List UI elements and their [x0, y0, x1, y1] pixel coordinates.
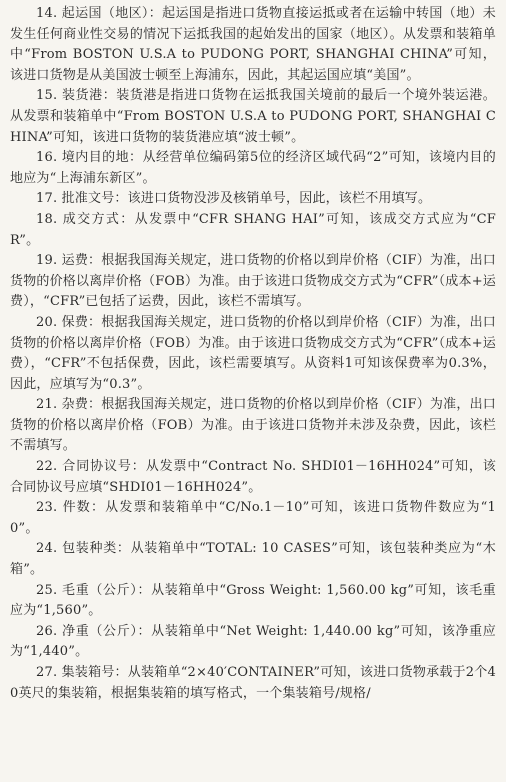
- paragraph-misc-fees: 21. 杂费：根据我国海关规定，进口货物的价格以到岸价格（CIF）为准，出口货物的价格以离岸价格（FOB）为准。由于该进口货物并未涉及杂费，因此，该栏不需填写。: [10, 397, 496, 454]
- paragraph-domestic-destination: 16. 境内目的地：从经营单位编码第5位的经济区域代码“2”可知，该境内目的地应为“上海浦东新区”。: [10, 150, 496, 186]
- paragraph-gross-weight: 25. 毛重（公斤）：从装箱单中“Gross Weight: 1,560.00 kg”可知，该毛重应为“1,560”。: [10, 582, 496, 619]
- paragraph-container-number: 27. 集装箱号：从装箱单“2×40′CONTAINER”可知，该进口货物承载于2个40英尺的集装箱，根据集装箱的填写格式，一个集装箱号/规格/: [10, 665, 496, 701]
- paragraph-loading-port: 15. 装货港：装货港是指进口货物在运抵我国关境前的最后一个境外装运港。从发票和装箱单中“From BOSTON U.S.A to PUDONG PORT, SHANGHAI CHINA”可知，该进口货物的装货港应填“波士顿”。: [10, 88, 496, 145]
- paragraph-approval-number: 17. 批准文号：该进口货物没涉及核销单号，因此，该栏不用填写。: [36, 191, 432, 207]
- paragraph-contract-number: 22. 合同协议号：从发票中“Contract No. SHDI01－16HH024”可知，该合同协议号应填“SHDI01－16HH024”。: [10, 459, 496, 495]
- paragraph-origin-country: 14. 起运国（地区）：起运国是指进口货物直接运抵或者在运输中转国（地）未发生任何商业性交易的情况下运抵我国的起始发出的国家（地区）。从发票和装箱单中“From BOSTON U.S.A to PUDONG PORT, SHANGHAI CHINA”可知，该进口货物是从美国波士顿至上海浦东，因此，其起运国应填“美国”。: [10, 6, 496, 83]
- paragraph-freight: 19. 运费：根据我国海关规定，进口货物的价格以到岸价格（CIF）为准，出口货物的价格以离岸价格（FOB）为准。由于该进口货物成交方式为“CFR”（成本+运费），“CFR”已包括了运费，因此，该栏不需填写。: [10, 253, 496, 310]
- paragraph-transaction-mode: 18. 成交方式：从发票中“CFR SHANG HAI”可知，该成交方式应为“CFR”。: [10, 211, 496, 248]
- paragraph-package-type: 24. 包装种类：从装箱单中“TOTAL: 10 CASES”可知，该包装种类应为“木箱”。: [10, 541, 496, 578]
- paragraph-net-weight: 26. 净重（公斤）：从装箱单中“Net Weight: 1,440.00 kg”可知，该净重应为“1,440”。: [10, 623, 496, 660]
- paragraph-package-count: 23. 件数：从发票和装箱单中“C/No.1－10”可知，该进口货物件数应为“10”。: [10, 500, 496, 536]
- paragraph-insurance: 20. 保费：根据我国海关规定，进口货物的价格以到岸价格（CIF）为准，出口货物的价格以离岸价格（FOB）为准。由于该进口货物成交方式为“CFR”（成本+运费），“CFR”不包括保费，因此，该栏需要填写。从资料1可知该保费率为0.3%，因此，应填写为“0.3”。: [10, 314, 496, 392]
